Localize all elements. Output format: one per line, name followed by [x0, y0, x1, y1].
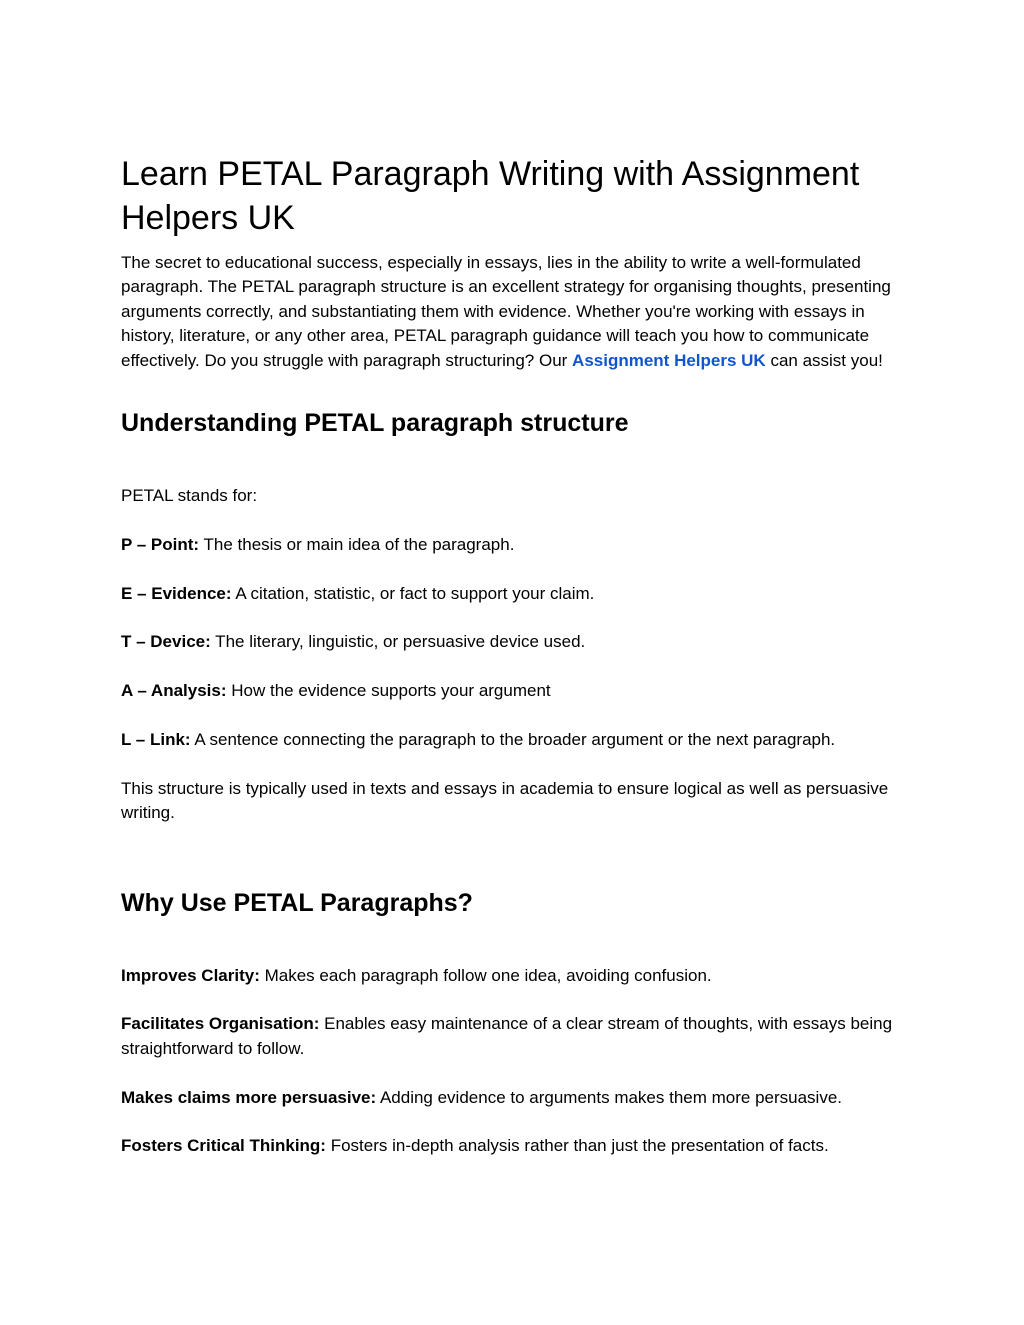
petal-item-device: [121, 630, 921, 654]
petal-item-evidence: [121, 582, 921, 606]
petal-item-desc: A sentence connecting the paragraph to the broader argument or the next paragraph.: [190, 730, 836, 750]
why-item-term: Fosters Critical Thinking:: [121, 1136, 326, 1156]
petal-item-desc: The literary, linguistic, or persuasive device used.: [210, 632, 586, 652]
intro-text-after: can assist you!: [765, 350, 883, 370]
petal-item-analysis: [121, 679, 921, 703]
petal-item-term: P – Point:: [121, 534, 200, 554]
petal-item-term: E – Evidence:: [121, 583, 232, 603]
why-item-term: Makes claims more persuasive:: [121, 1087, 377, 1107]
why-item-critical-thinking: [121, 1134, 921, 1158]
why-item-desc: Adding evidence to arguments makes them more persuasive.: [376, 1087, 843, 1107]
document-page: [121, 152, 921, 1159]
why-item-clarity: [121, 964, 921, 988]
petal-item-desc: A citation, statistic, or fact to support your claim.: [231, 583, 595, 603]
why-item-term: Improves Clarity:: [121, 965, 260, 985]
why-item-persuasive: [121, 1086, 921, 1110]
why-item-organisation: [121, 1012, 921, 1061]
petal-item-term: T – Device:: [121, 632, 211, 652]
petal-item-link: [121, 728, 921, 752]
intro-paragraph: [121, 251, 921, 373]
petal-item-desc: How the evidence supports your argument: [226, 681, 551, 701]
why-item-desc: Makes each paragraph follow one idea, avoiding confusion.: [259, 965, 712, 985]
petal-item-term: A – Analysis:: [121, 681, 227, 701]
structure-closing-paragraph: This structure is typically used in texts and essays in academia to ensure logical as well as persuasive writing.: [121, 778, 889, 823]
section-heading-structure: Understanding PETAL paragraph structure: [121, 409, 629, 438]
petal-item-point: [121, 533, 921, 557]
petal-item-desc: The thesis or main idea of the paragraph.: [199, 534, 515, 554]
petal-item-term: L – Link:: [121, 730, 191, 750]
section-heading-why: Why Use PETAL Paragraphs?: [121, 888, 473, 917]
document-title: Learn PETAL Paragraph Writing with Assignment Helpers UK: [121, 155, 860, 237]
why-item-desc: Fosters in-depth analysis rather than just the presentation of facts.: [325, 1136, 829, 1156]
intro-text-before: The secret to educational success, especially in essays, lies in the ability to write a well-formulated paragraph. The PETAL paragraph structure is an excellent strategy for organising thoughts, presenting arguments correctly, and substantiating them with evidence. Whether you're working with essays in history, literature, or any other area, PETAL paragraph guidance will teach you how to communicate effectively. Do you struggle with paragraph structuring? Our: [121, 253, 891, 370]
why-item-term: Facilitates Organisation:: [121, 1014, 320, 1034]
petal-stands-for: PETAL stands for:: [121, 486, 258, 506]
why-item-desc: Enables easy maintenance of a clear stream of thoughts, with essays being straightforward to follow.: [121, 1014, 893, 1058]
assignment-helpers-link[interactable]: Assignment Helpers UK: [572, 350, 766, 370]
